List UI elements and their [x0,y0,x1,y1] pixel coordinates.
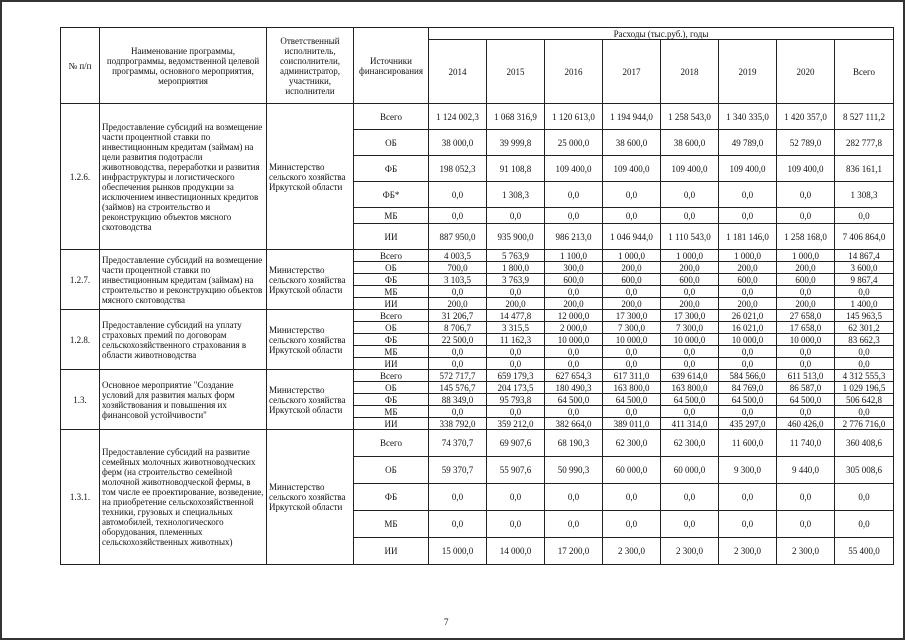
row-year-value: 88 349,0 [429,394,487,406]
row-year-value: 0,0 [719,346,777,358]
row-year-value: 0,0 [603,511,661,538]
row-year-value: 0,0 [603,406,661,418]
row-year-value: 204 173,5 [487,382,545,394]
row-year-value: 0,0 [487,406,545,418]
row-year-value: 0,0 [429,182,487,208]
row-year-value: 0,0 [545,511,603,538]
header-year: 2014 [429,40,487,104]
row-year-value: 700,0 [429,262,487,274]
row-year-value: 600,0 [777,274,835,286]
row-source: ФБ* [354,182,429,208]
row-year-value: 0,0 [429,358,487,370]
row-total-value: 0,0 [835,406,894,418]
row-year-value: 11 600,0 [719,430,777,457]
row-year-value: 10 000,0 [661,334,719,346]
row-year-value: 49 789,0 [719,130,777,156]
row-executor: Министерство сельского хозяйства Иркутской области [267,370,354,430]
row-source: ИИ [354,298,429,310]
row-year-value: 300,0 [545,262,603,274]
row-total-value: 836 161,1 [835,156,894,182]
row-year-value: 60 000,0 [661,457,719,484]
row-total-value: 0,0 [835,511,894,538]
header-name: Наименование программы, подпрограммы, ведомственной целевой программы, основного мероприятия, мероприятия [100,28,267,104]
row-year-value: 62 300,0 [603,430,661,457]
row-year-value: 5 763,9 [487,250,545,262]
row-year-value: 68 190,3 [545,430,603,457]
row-year-value: 0,0 [487,286,545,298]
row-year-value: 1 194 944,0 [603,104,661,130]
row-total-value: 4 312 555,3 [835,370,894,382]
row-year-value: 1 181 146,0 [719,224,777,250]
table-row [61,370,894,382]
row-year-value: 0,0 [429,511,487,538]
row-year-value: 617 311,0 [603,370,661,382]
row-year-value: 10 000,0 [719,334,777,346]
row-source: ИИ [354,358,429,370]
row-year-value: 0,0 [661,358,719,370]
row-year-value: 4 003,5 [429,250,487,262]
row-year-value: 887 950,0 [429,224,487,250]
row-year-value: 91 108,8 [487,156,545,182]
row-year-value: 0,0 [719,208,777,224]
table-row [61,430,894,457]
header-expenses: Расходы (тыс.руб.), годы [429,28,894,40]
row-year-value: 435 297,0 [719,418,777,430]
row-year-value: 0,0 [487,208,545,224]
row-year-value: 3 763,9 [487,274,545,286]
row-year-value: 1 340 335,0 [719,104,777,130]
row-year-value: 0,0 [719,484,777,511]
row-year-value: 9 440,0 [777,457,835,484]
row-year-value: 1 110 543,0 [661,224,719,250]
row-source: Всего [354,370,429,382]
header-executor: Ответственный исполнитель, соисполнители, администратор, участники, исполнители [267,28,354,104]
row-year-value: 382 664,0 [545,418,603,430]
row-year-value: 17 300,0 [661,310,719,322]
header-year: 2018 [661,40,719,104]
row-year-value: 1 258 168,0 [777,224,835,250]
row-year-value: 1 124 002,3 [429,104,487,130]
row-year-value: 1 046 944,0 [603,224,661,250]
row-year-value: 460 426,0 [777,418,835,430]
row-source: Всего [354,430,429,457]
row-source: ФБ [354,274,429,286]
row-year-value: 17 658,0 [777,322,835,334]
row-year-value: 0,0 [545,484,603,511]
row-total-value: 7 406 864,0 [835,224,894,250]
row-year-value: 600,0 [603,274,661,286]
row-year-value: 1 420 357,0 [777,104,835,130]
row-year-value: 0,0 [487,358,545,370]
row-year-value: 7 300,0 [603,322,661,334]
row-year-value: 389 011,0 [603,418,661,430]
row-year-value: 0,0 [777,182,835,208]
row-year-value: 95 793,8 [487,394,545,406]
header-year: 2020 [777,40,835,104]
row-year-value: 0,0 [545,182,603,208]
row-year-value: 64 500,0 [719,394,777,406]
row-executor: Министерство сельского хозяйства Иркутской области [267,310,354,370]
row-year-value: 14 000,0 [487,538,545,565]
row-year-value: 0,0 [777,511,835,538]
row-source: МБ [354,406,429,418]
row-source: МБ [354,286,429,298]
row-year-value: 9 300,0 [719,457,777,484]
row-year-value: 200,0 [719,298,777,310]
row-year-value: 1 800,0 [487,262,545,274]
row-total-value: 0,0 [835,358,894,370]
row-year-value: 198 052,3 [429,156,487,182]
row-year-value: 338 792,0 [429,418,487,430]
row-year-value: 0,0 [545,346,603,358]
row-executor: Министерство сельского хозяйства Иркутской области [267,430,354,565]
row-year-value: 0,0 [719,406,777,418]
header-source: Источники финансирования [354,28,429,104]
row-year-value: 109 400,0 [603,156,661,182]
row-year-value: 411 314,0 [661,418,719,430]
row-year-value: 0,0 [429,286,487,298]
row-year-value: 31 206,7 [429,310,487,322]
row-year-value: 27 658,0 [777,310,835,322]
row-year-value: 1 000,0 [719,250,777,262]
row-year-value: 986 213,0 [545,224,603,250]
row-code: 1.2.7. [61,250,100,310]
row-program-name: Предоставление субсидий на развитие семейных молочных животноводческих ферм (на строительство семейной молочной животноводческой фермы, в том числе ее проектирование, возведение, на приобретение сельскохозяйственной техники, грузовых и специальных автомобилей, технологического оборудования, племенных сельскохозяйственных животных) [100,430,267,565]
row-year-value: 200,0 [603,262,661,274]
row-source: МБ [354,346,429,358]
row-source: Всего [354,104,429,130]
row-year-value: 0,0 [487,511,545,538]
row-year-value: 200,0 [429,298,487,310]
row-source: Всего [354,250,429,262]
row-year-value: 7 300,0 [661,322,719,334]
row-source: ИИ [354,224,429,250]
row-program-name: Предоставление субсидий на возмещение части процентной ставки по инвестиционным кредитам (займам) на цели развития подотрасли животноводства, переработки и развития инфраструктуры и логистического обеспечения рынков продукции за исключением инвестиционных кредитов (займов) на строительство и реконструкцию объектов мясного скотоводства [100,104,267,250]
row-source: ОБ [354,457,429,484]
row-year-value: 0,0 [661,182,719,208]
row-year-value: 109 400,0 [719,156,777,182]
row-year-value: 0,0 [429,484,487,511]
row-year-value: 10 000,0 [545,334,603,346]
row-total-value: 282 777,8 [835,130,894,156]
row-total-value: 83 662,3 [835,334,894,346]
row-year-value: 39 999,8 [487,130,545,156]
row-year-value: 0,0 [487,346,545,358]
row-year-value: 12 000,0 [545,310,603,322]
row-program-name: Предоставление субсидий на уплату страховых премий по договорам сельскохозяйственного страхования в области животноводства [100,310,267,370]
row-year-value: 14 477,8 [487,310,545,322]
row-year-value: 22 500,0 [429,334,487,346]
row-year-value: 109 400,0 [545,156,603,182]
row-year-value: 145 576,7 [429,382,487,394]
row-year-value: 359 212,0 [487,418,545,430]
row-executor: Министерство сельского хозяйства Иркутской области [267,104,354,250]
row-year-value: 1 068 316,9 [487,104,545,130]
row-year-value: 0,0 [429,406,487,418]
row-year-value: 0,0 [777,286,835,298]
row-year-value: 2 300,0 [603,538,661,565]
row-year-value: 600,0 [545,274,603,286]
row-year-value: 572 717,7 [429,370,487,382]
row-year-value: 1 258 543,0 [661,104,719,130]
row-total-value: 1 029 196,5 [835,382,894,394]
row-year-value: 2 300,0 [661,538,719,565]
row-year-value: 50 990,3 [545,457,603,484]
row-year-value: 38 600,0 [661,130,719,156]
row-year-value: 200,0 [777,262,835,274]
row-year-value: 0,0 [545,358,603,370]
row-total-value: 0,0 [835,346,894,358]
row-year-value: 200,0 [661,262,719,274]
row-year-value: 8 706,7 [429,322,487,334]
row-year-value: 64 500,0 [603,394,661,406]
table-row [61,104,894,130]
row-year-value: 0,0 [777,346,835,358]
row-total-value: 360 408,6 [835,430,894,457]
row-year-value: 0,0 [777,406,835,418]
row-source: ИИ [354,538,429,565]
row-source: ФБ [354,334,429,346]
row-year-value: 0,0 [661,511,719,538]
row-source: ОБ [354,322,429,334]
row-total-value: 3 600,0 [835,262,894,274]
row-year-value: 935 900,0 [487,224,545,250]
row-year-value: 0,0 [661,346,719,358]
row-year-value: 1 308,3 [487,182,545,208]
row-year-value: 0,0 [719,286,777,298]
row-year-value: 0,0 [429,208,487,224]
header-year: 2016 [545,40,603,104]
row-year-value: 15 000,0 [429,538,487,565]
row-year-value: 0,0 [661,406,719,418]
row-year-value: 26 021,0 [719,310,777,322]
row-year-value: 611 513,0 [777,370,835,382]
row-year-value: 200,0 [545,298,603,310]
page-number: 7 [444,617,449,627]
row-year-value: 38 000,0 [429,130,487,156]
row-year-value: 0,0 [719,182,777,208]
row-year-value: 600,0 [661,274,719,286]
row-year-value: 86 587,0 [777,382,835,394]
row-year-value: 0,0 [429,346,487,358]
row-total-value: 305 008,6 [835,457,894,484]
row-source: ОБ [354,382,429,394]
header-year: 2019 [719,40,777,104]
table-row [61,310,894,322]
row-year-value: 64 500,0 [661,394,719,406]
row-year-value: 627 654,3 [545,370,603,382]
row-year-value: 0,0 [719,358,777,370]
row-year-value: 0,0 [777,484,835,511]
row-year-value: 0,0 [661,208,719,224]
row-year-value: 0,0 [487,484,545,511]
header-year: 2015 [487,40,545,104]
row-source: ФБ [354,156,429,182]
row-total-value: 62 301,2 [835,322,894,334]
row-year-value: 10 000,0 [777,334,835,346]
row-program-name: Предоставление субсидий на возмещение части процентной ставки по инвестиционным кредитам (займам) на строительство и реконструкцию объектов мясного скотоводства [100,250,267,310]
row-year-value: 659 179,3 [487,370,545,382]
row-year-value: 2 300,0 [777,538,835,565]
row-year-value: 64 500,0 [545,394,603,406]
row-year-value: 200,0 [487,298,545,310]
row-year-value: 2 000,0 [545,322,603,334]
budget-table [60,27,894,565]
row-year-value: 11 740,0 [777,430,835,457]
row-total-value: 55 400,0 [835,538,894,565]
row-year-value: 0,0 [603,182,661,208]
row-total-value: 1 308,3 [835,182,894,208]
row-year-value: 0,0 [777,358,835,370]
row-year-value: 25 000,0 [545,130,603,156]
row-year-value: 1 000,0 [777,250,835,262]
row-source: ФБ [354,484,429,511]
row-code: 1.3. [61,370,100,430]
row-year-value: 16 021,0 [719,322,777,334]
row-year-value: 3 315,5 [487,322,545,334]
row-year-value: 55 907,6 [487,457,545,484]
row-total-value: 8 527 111,2 [835,104,894,130]
row-year-value: 0,0 [719,511,777,538]
table-row [61,250,894,262]
row-year-value: 0,0 [661,484,719,511]
row-total-value: 1 400,0 [835,298,894,310]
row-program-name: Основное мероприятие "Создание условий для развития малых форм хозяйствования и повышения их финансовой устойчивости" [100,370,267,430]
row-year-value: 180 490,3 [545,382,603,394]
row-executor: Министерство сельского хозяйства Иркутской области [267,250,354,310]
row-year-value: 0,0 [545,406,603,418]
row-year-value: 38 600,0 [603,130,661,156]
row-year-value: 69 907,6 [487,430,545,457]
row-year-value: 0,0 [603,208,661,224]
row-source: МБ [354,511,429,538]
row-source: ОБ [354,130,429,156]
row-year-value: 200,0 [777,298,835,310]
row-total-value: 14 867,4 [835,250,894,262]
row-total-value: 145 963,5 [835,310,894,322]
row-year-value: 2 300,0 [719,538,777,565]
row-year-value: 163 800,0 [603,382,661,394]
row-year-value: 0,0 [545,208,603,224]
row-year-value: 17 300,0 [603,310,661,322]
row-year-value: 84 769,0 [719,382,777,394]
row-year-value: 59 370,7 [429,457,487,484]
row-year-value: 10 000,0 [603,334,661,346]
row-year-value: 1 000,0 [603,250,661,262]
row-year-value: 17 200,0 [545,538,603,565]
row-year-value: 11 162,3 [487,334,545,346]
row-year-value: 1 100,0 [545,250,603,262]
row-year-value: 163 800,0 [661,382,719,394]
row-code: 1.2.8. [61,310,100,370]
row-year-value: 0,0 [603,286,661,298]
row-code: 1.2.6. [61,104,100,250]
header-num: № п/п [61,28,100,104]
row-year-value: 0,0 [661,286,719,298]
row-source: ФБ [354,394,429,406]
row-source: МБ [354,208,429,224]
row-year-value: 0,0 [603,484,661,511]
row-year-value: 64 500,0 [777,394,835,406]
row-year-value: 584 566,0 [719,370,777,382]
header-year: 2017 [603,40,661,104]
row-total-value: 2 776 716,0 [835,418,894,430]
header-total: Всего [835,40,894,104]
row-code: 1.3.1. [61,430,100,565]
row-year-value: 0,0 [603,358,661,370]
row-total-value: 0,0 [835,208,894,224]
table-body [61,104,894,565]
row-year-value: 52 789,0 [777,130,835,156]
row-year-value: 0,0 [603,346,661,358]
row-source: ИИ [354,418,429,430]
row-total-value: 0,0 [835,286,894,298]
row-year-value: 109 400,0 [777,156,835,182]
row-total-value: 0,0 [835,484,894,511]
row-year-value: 1 120 613,0 [545,104,603,130]
row-year-value: 0,0 [545,286,603,298]
row-year-value: 0,0 [777,208,835,224]
row-total-value: 9 867,4 [835,274,894,286]
row-year-value: 200,0 [661,298,719,310]
row-year-value: 62 300,0 [661,430,719,457]
row-year-value: 1 000,0 [661,250,719,262]
row-year-value: 60 000,0 [603,457,661,484]
row-year-value: 200,0 [719,262,777,274]
row-year-value: 639 614,0 [661,370,719,382]
row-year-value: 200,0 [603,298,661,310]
row-source: ОБ [354,262,429,274]
row-total-value: 506 642,8 [835,394,894,406]
row-year-value: 74 370,7 [429,430,487,457]
row-year-value: 3 103,5 [429,274,487,286]
row-year-value: 109 400,0 [661,156,719,182]
row-year-value: 600,0 [719,274,777,286]
row-source: Всего [354,310,429,322]
